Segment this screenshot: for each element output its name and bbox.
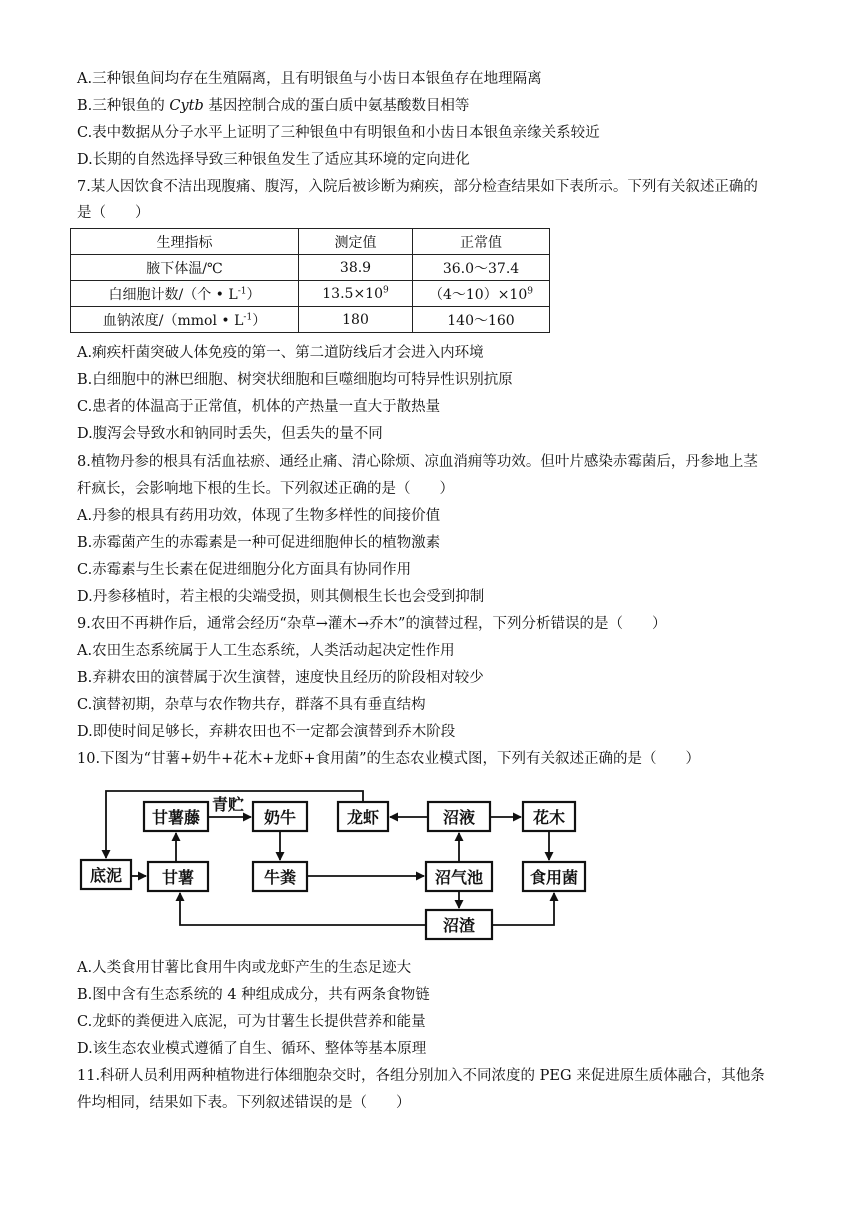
q7-option-a: A.痢疾杆菌突破人体免疫的第一、第二道防线后才会进入内环境: [77, 345, 484, 361]
table-cell: 36.0～37.4: [413, 255, 550, 281]
q9-option-a: A.农田生态系统属于人工生态系统，人类活动起决定性作用: [77, 643, 455, 659]
cell-sup: 9: [527, 285, 533, 296]
table-cell: [71, 281, 299, 307]
q9-option-d: D.即使时间足够长，弃耕农田也不一定都会演替到乔木阶段: [77, 724, 456, 740]
table-row: [71, 307, 550, 333]
label-ganshuteng: 甘薯藤: [151, 808, 201, 827]
q8-stem-line1: 8.植物丹参的根具有活血祛瘀、通经止痛、清心除烦、凉血消痈等功效。但叶片感染赤霉菌后，丹参地上茎: [77, 454, 758, 470]
q9-option-c: C.演替初期，杂草与农作物共存，群落不具有垂直结构: [77, 697, 426, 713]
table-cell: 140～160: [413, 307, 550, 333]
table-cell: [299, 281, 413, 307]
q9-stem: 9.农田不再耕作后，通常会经历“杂草→灌木→乔木”的演替过程，下列分析错误的是（ ）: [77, 616, 667, 632]
table-row: [71, 281, 550, 307]
q8-option-d: D.丹参移植时，若主根的尖端受损，则其侧根生长也会受到抑制: [77, 589, 485, 605]
q6-option-a: A.三种银鱼间均存在生殖隔离，且有明银鱼与小齿日本银鱼存在地理隔离: [77, 71, 542, 87]
q11-stem-line1: 11.科研人员利用两种植物进行体细胞杂交时，各组分别加入不同浓度的 PEG 来促进原生质体融合，其他条: [77, 1068, 765, 1084]
label-shiyongjun: 食用菌: [529, 868, 579, 887]
table-cell: [71, 307, 299, 333]
label-huamu: 花木: [532, 808, 566, 827]
cell-sup: -1: [243, 311, 253, 322]
arrow-zhaozha-ganshu: [180, 893, 426, 925]
cell-text: 血钠浓度/（mmol • L: [102, 312, 244, 329]
q7-stem-line2: 是（ ）: [77, 205, 150, 221]
cell-text: （4～10）×10: [428, 286, 528, 303]
label-zhaozha: 沼渣: [442, 916, 476, 935]
q6-option-d: D.长期的自然选择导致三种银鱼发生了适应其环境的定向进化: [77, 152, 470, 168]
q7-stem-line1: 7.某人因饮食不洁出现腹痛、腹泻，入院后被诊断为痢疾，部分检查结果如下表所示。下列有关叙述正确的: [77, 179, 758, 195]
q6-gene-name: Cytb: [169, 98, 204, 114]
q11-stem-line2: 件均相同，结果如下表。下列叙述错误的是（ ）: [77, 1095, 411, 1111]
cell-sup: -1: [237, 285, 247, 296]
label-longxia: 龙虾: [346, 808, 380, 827]
table-cell: 38.9: [299, 255, 413, 281]
q6-option-c: C.表中数据从分子水平上证明了三种银鱼中有明银鱼和小齿日本银鱼亲缘关系较近: [77, 125, 600, 141]
q7-option-c: C.患者的体温高于正常值，机体的产热量一直大于散热量: [77, 399, 441, 415]
cell-text: ）: [252, 312, 267, 329]
q10-option-c: C.龙虾的粪便进入底泥，可为甘薯生长提供营养和能量: [77, 1014, 426, 1030]
q6-option-b-pre: B.三种银鱼的: [77, 98, 165, 114]
q10-stem: 10.下图为“甘薯+奶牛+花木+龙虾+食用菌”的生态农业模式图，下列有关叙述正确的是（ ）: [77, 751, 700, 767]
q10-option-a: A.人类食用甘薯比食用牛肉或龙虾产生的生态足迹大: [77, 960, 412, 976]
q6-option-b-post: 基因控制合成的蛋白质中氨基酸数目相等: [208, 98, 470, 114]
q8-stem-line2: 秆疯长，会影响地下根的生长。下列叙述正确的是（ ）: [77, 481, 454, 497]
table-header-cell: 正常值: [413, 229, 550, 255]
q9-option-b: B.弃耕农田的演替属于次生演替，速度快且经历的阶段相对较少: [77, 670, 484, 686]
label-qingzhu: 青贮: [211, 795, 245, 814]
table-header-cell: 测定值: [299, 229, 413, 255]
arrow-zhaozha-shiyongjun: [492, 893, 554, 925]
table-header-row: [71, 229, 550, 255]
table-cell: 腋下体温/℃: [71, 255, 299, 281]
cell-text: 13.5×10: [322, 285, 383, 302]
q7-indicator-table: [70, 228, 550, 333]
label-dini: 底泥: [89, 866, 123, 885]
table-header-cell: 生理指标: [71, 229, 299, 255]
label-zhaoye: 沼液: [442, 808, 476, 827]
label-ganshu: 甘薯: [161, 868, 195, 887]
label-niufen: 牛粪: [263, 868, 297, 887]
label-zhaoqichi: 沼气池: [434, 868, 484, 887]
q8-option-c: C.赤霉素与生长素在促进细胞分化方面具有协同作用: [77, 562, 412, 578]
q7-option-d: D.腹泻会导致水和钠同时丢失，但丢失的量不同: [77, 426, 383, 442]
table-cell: [413, 281, 550, 307]
table-cell: 180: [299, 307, 413, 333]
q10-option-b: B.图中含有生态系统的 4 种组成成分，共有两条食物链: [77, 987, 430, 1003]
table-row: [71, 255, 550, 281]
q8-option-b: B.赤霉菌产生的赤霉素是一种可促进细胞伸长的植物激素: [77, 535, 441, 551]
q8-option-a: A.丹参的根具有药用功效，体现了生物多样性的间接价值: [77, 508, 441, 524]
q10-option-d: D.该生态农业模式遵循了自生、循环、整体等基本原理: [77, 1041, 427, 1057]
q6-option-b: [77, 96, 469, 116]
cell-sup: 9: [382, 284, 389, 295]
cell-text: ）: [246, 286, 261, 303]
label-nainiu: 奶牛: [263, 808, 297, 827]
q7-option-b: B.白细胞中的淋巴细胞、树突状细胞和巨噬细胞均可特异性识别抗原: [77, 372, 513, 388]
cell-text: 白细胞计数/（个 • L: [108, 286, 238, 303]
eco-agriculture-diagram: [76, 787, 596, 943]
